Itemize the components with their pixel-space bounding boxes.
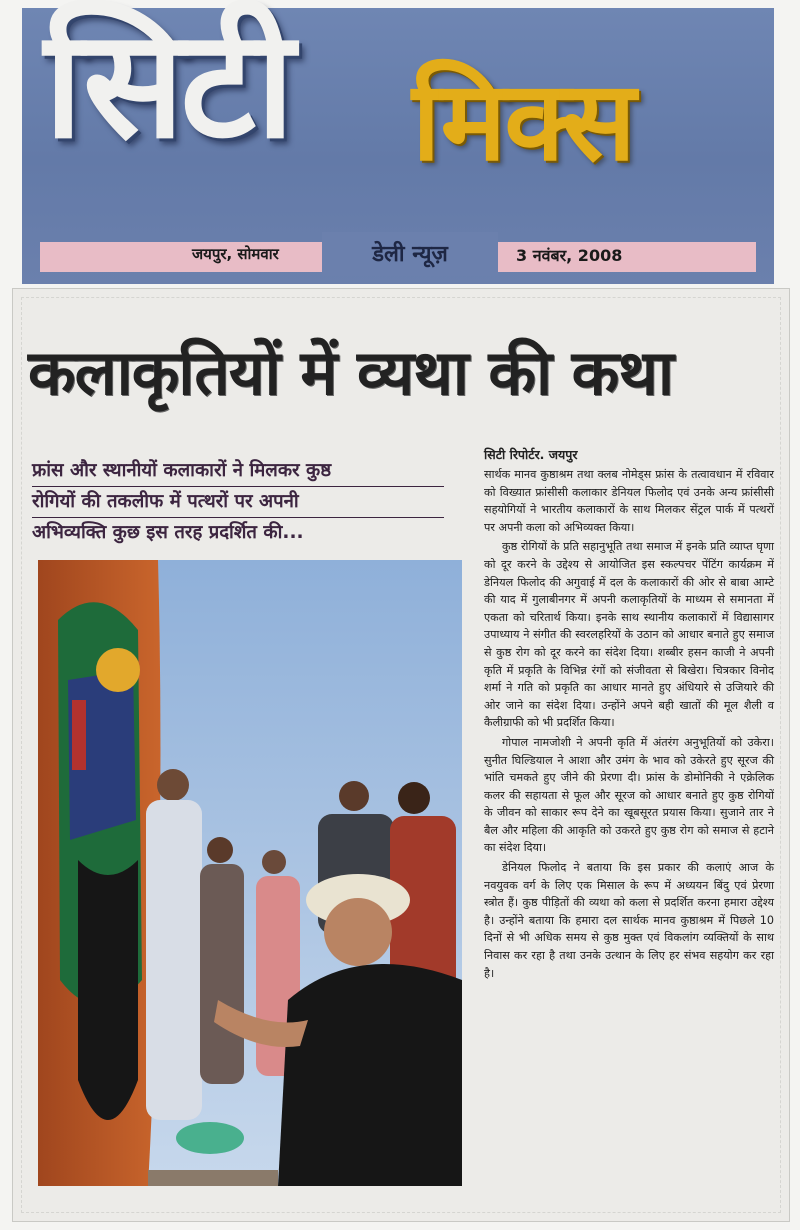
body-paragraph: सार्थक मानव कुष्ठाश्रम तथा क्लब नोमेड्स फ्रांस के तत्वावधान में रविवार को विख्यात फ्रांसीसी कलाकार डेनियल फिलोद एवं उनके अन्य फ्रांसीसी सहयोगियों ने भारतीय कलाकारों के साथ मिलकर सेंट्रल पार्क में पत्थरों पर अपनी कला को अभिव्यक्त किया। — [484, 468, 774, 534]
section-title-mix: मिक्स — [412, 57, 634, 185]
masthead-banner — [22, 0, 774, 284]
body-paragraph: कुष्ठ रोगियों के प्रति सहानुभूति तथा समाज में इनके प्रति व्याप्त घृणा को दूर करने के उद्देश्य से आयोजित इस स्कल्पचर पेंटिंग कार्यक्रम में डेनियल फिलोद की अगुवाई में दल के कलाकारों की ओर से बाबा आम्टे की याद में गुलाबीनगर में अपनी कलाकृतियों के माध्यम से समानता में एकता को चरितार्थ किया। इनके साथ स्थानीय कलाकारों में विद्यासागर उपाध्याय ने संगीत की स्वरलहरियों के उठान को आधार बनाते हुए समाज से कुष्ठ रोग को दूर करने का संदेश दिया। शब्बीर हसन काजी ने अपनी कृति में प्रकृति के विभिन्न रंगों को संजीवता से बिखेरा। चित्रकार विनोद शर्मा ने गति को प्रकृति का आधार मानते हुए अंधियारे से उजियारे की ओर जाने का संदेश दिया। उन्होंने अपने बही खातों की मूल शैली व कैलीग्राफी को भी प्रदर्शित किया। — [484, 540, 774, 730]
photo-illustration — [38, 560, 462, 1186]
article-deck — [32, 456, 444, 548]
article-body — [484, 466, 774, 984]
deck-line: रोगियों की तकलीफ में पत्थरों पर अपनी — [32, 487, 444, 518]
article-headline: कलाकृतियों में व्यथा की कथा — [28, 336, 673, 409]
deck-line: फ्रांस और स्थानीयों कलाकारों ने मिलकर कुष्ठ — [32, 456, 444, 487]
article-dateline: सिटी रिपोर्टर. जयपुर — [484, 447, 578, 462]
deck-line: अभिव्यक्ति कुछ इस तरह प्रदर्शित की... — [32, 522, 304, 543]
issue-date: 3 नवंबर, 2008 — [516, 246, 623, 265]
body-paragraph: डेनियल फिलोद ने बताया कि इस प्रकार की कलाएं आज के नवयुवक वर्ग के लिए एक मिसाल के रूप में अध्ययन बिंदु एवं प्रेरणा स्त्रोत हैं। कुष्ठ पीड़ितों की व्यथा को कला से प्रदर्शित करना हमारा उद्देश्य है। उन्होंने बताया कि हमारा दल सार्थक मानव कुष्ठाश्रम में पिछले 10 दिनों से भी अधिक समय से कुष्ठ मुक्त एवं विकलांग व्यक्तियों के साथ निवास कर रहा है तथा उनके उत्थान के लिए हर संभव सहयोग कर रहा है। — [484, 861, 774, 980]
article-photo — [38, 560, 462, 1186]
body-paragraph: गोपाल नामजोशी ने अपनी कृति में अंतरंग अनुभूतियों को उकेरा। सुनीत घिल्डियाल ने आशा और उमंग के भाव को उकेरते हुए सूरज की भांति चमकते हुए जीने की प्रेरणा दी। फ्रांस के डोमोनिकी ने एक्रेलिक कलर की सहायता से फूल और सूरज को आधार बनाते हुए कुष्ठ रोगियों के जीवन को साकार रूप देने का खूबसूरत प्रयास किया। सुजाने तार ने बैल और महिला की आकृति को उकरते हुए कुष्ठ रोग को समाज से हटाने का संदेश दिया। — [484, 735, 774, 855]
section-title-city: सिटी — [44, 0, 291, 172]
newspaper-name: डेली न्यूज़ — [322, 232, 498, 276]
location-day: जयपुर, सोमवार — [192, 245, 279, 263]
